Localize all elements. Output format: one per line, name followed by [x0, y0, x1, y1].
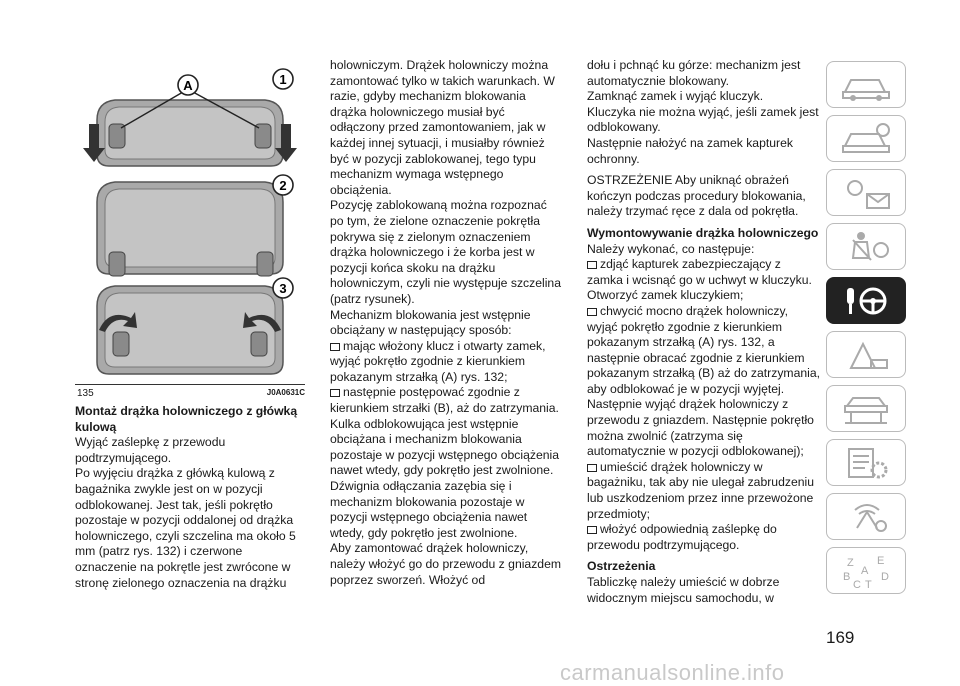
tab-maintenance[interactable]	[826, 385, 906, 432]
tab-technical-data[interactable]	[826, 439, 906, 486]
list-item	[587, 460, 820, 522]
index-letter: D	[881, 570, 889, 583]
warning-triangle-car-icon	[837, 336, 895, 374]
paragraph: Dźwignia odłączania zazębia się i mechanizm blokowania pozostaje w pozycji wstępnego obciążenia nawet wtedy, gdy pokrętło jest zwolnione.	[330, 479, 528, 540]
column-3	[587, 58, 820, 606]
marker-2-label: 2	[279, 178, 287, 193]
index-letter: Z	[847, 556, 854, 569]
towbar-lock-figure	[75, 62, 305, 382]
figure-panel-2	[97, 175, 293, 276]
paragraph: Po wyjęciu drążka z główką kulową z bagażnika zwykle jest on w pozycji odblokowanej. Jest tak, jeśli pokrętło pozostaje w pozycji oddalonej od drążka holowniczego, czyli szczelina ma około 5 mm (patrz rys. 132) i czerwone oznaczenie na pokrętle jest zwrócone w stronę zielonego oznaczenia na drążku	[75, 466, 296, 590]
seatbelt-airbag-icon	[837, 228, 895, 266]
tab-safety[interactable]	[826, 223, 906, 270]
tab-starting-driving[interactable]	[826, 277, 906, 324]
bullet-box-icon	[587, 464, 597, 472]
car-info-icon	[837, 120, 895, 158]
section-heading-warnings: Ostrzeżenia	[587, 559, 656, 574]
chapter-tabs	[826, 61, 906, 601]
bullet-box-icon	[330, 343, 340, 351]
list-item	[587, 257, 820, 304]
paragraph: Wyjąć zaślepkę z przewodu podtrzymującego.	[75, 435, 226, 465]
tab-multimedia[interactable]	[826, 493, 906, 540]
list-item-text: następnie postępować zgodnie z kierunkiem strzałki (B), aż do zatrzymania.	[330, 385, 559, 416]
list-item	[587, 522, 820, 553]
warning-light-envelope-icon	[837, 174, 895, 212]
tab-vehicle-info[interactable]	[826, 115, 906, 162]
tab-lights-messages[interactable]	[826, 169, 906, 216]
tab-emergency[interactable]	[826, 331, 906, 378]
marker-3-label: 3	[279, 281, 287, 296]
index-letter: E	[877, 554, 885, 567]
watermark: carmanualsonline.info	[560, 660, 785, 685]
paragraph: Kulka odblokowująca jest wstępnie obciążana i mechanizm blokowania pozostaje w pozycji wstępnego obciążenia nawet wtedy, gdy pokrętło jest zwolnione.	[330, 416, 559, 478]
column-2	[330, 58, 562, 588]
column-1	[75, 404, 305, 591]
list-item-text: zdjąć kapturek zabezpieczający z zamka i wcisnąć go w uchwyt w kluczyku. Otworzyć zamek kluczykiem;	[587, 257, 812, 303]
index-letter: B	[843, 570, 851, 583]
index-letter: A	[861, 564, 869, 577]
list-item-text: mając włożony klucz i otwarty zamek, wyjąć pokrętło zgodnie z kierunkiem pokazanym strzałką (A) rys. 132;	[330, 338, 546, 384]
spec-sheet-gear-icon	[837, 444, 895, 482]
paragraph: Mechanizm blokowania jest wstępnie obciążany w następujący sposób:	[330, 307, 531, 338]
figure-number: 135	[77, 388, 94, 399]
paragraph: Następnie nałożyć na zamek kapturek ochronny.	[587, 135, 793, 166]
paragraph: Aby zamontować drążek holowniczy, należy włożyć go do przewodu z gniazdem poprzez sworzeń. Włożyć od	[330, 541, 562, 587]
paragraph: Tabliczkę należy umieścić w dobrze widocznym miejscu samochodu, w	[587, 575, 780, 605]
list-item-text: włożyć odpowiednią zaślepkę do przewodu podtrzymującego.	[587, 522, 777, 552]
tab-index[interactable]	[826, 547, 906, 594]
paragraph: Zamknąć zamek i wyjąć kluczyk.	[587, 89, 764, 104]
alphabet-index-icon	[837, 552, 895, 590]
list-item	[330, 385, 562, 416]
bullet-box-icon	[330, 389, 340, 397]
list-item-text: chwycić mocno drążek holowniczy, wyjąć pokrętło zgodnie z kierunkiem pokazanym strzałką (A) rys. 132, a następnie obracać zgodnie z kierunkiem pokazanym strzałką (B) aż do zatrzymania, aby odblokować je w pozycji wyjętej. Następnie wyjąć drążek holowniczy z przewodu z gniazdem. Następnie pokrętło można zwolnić (zatrzyma się automatycznie w pozycji odblokowanej);	[587, 303, 821, 459]
paragraph: Kluczyka nie można wyjąć, jeśli zamek jest odblokowany.	[587, 104, 819, 135]
tab-car-overview[interactable]	[826, 61, 906, 108]
list-item	[587, 304, 820, 460]
bullet-box-icon	[587, 261, 597, 269]
list-item-text: umieścić drążek holowniczy w bagażniku, tak aby nie ulegał zabrudzeniu lub uszkodzeniom przez inne przewożone przedmioty;	[587, 459, 814, 521]
key-steering-wheel-icon	[837, 282, 895, 320]
section-heading-removal: Wymontowywanie drążka holowniczego	[587, 225, 819, 240]
bullet-box-icon	[587, 308, 597, 316]
index-letter: T	[865, 578, 872, 590]
page-number: 169	[826, 628, 855, 647]
figure-panel-3	[97, 278, 293, 374]
multimedia-signal-icon	[837, 498, 895, 536]
marker-1-label: 1	[279, 72, 287, 87]
figure-code: J0A0631C	[266, 388, 305, 397]
figure-panel-1	[83, 69, 297, 166]
paragraph: Pozycję zablokowaną można rozpoznać po tym, że zielone oznaczenie pokrętła pokrywa się z zielonym oznaczeniem drążka holowniczego i że korba jest w pozycji końca skoku na drążku holowniczym, czyli nie występuje szczelina (patrz rysunek).	[330, 198, 561, 306]
index-letter: C	[853, 578, 861, 590]
section-heading-mounting: Montaż drążka holowniczego z główką kulową	[75, 404, 298, 434]
paragraph: dołu i pchnąć ku górze: mechanizm jest automatycznie blokowany.	[587, 58, 801, 88]
paragraph: Należy wykonać, co następuje:	[587, 241, 755, 256]
car-dashboard-icon	[837, 66, 895, 104]
bullet-box-icon	[587, 526, 597, 534]
paragraph: holowniczym. Drążek holowniczy można zamontować tylko w takich warunkach. W razie, gdyby mechanizm blokowania drążka holowniczego musiał być odłączony przed zamontowaniem, jak w każdej innej sytuacji, i musiałby również być w pozycji zablokowanej, tego typu mechanizm wymaga wstępnego obciążenia.	[330, 58, 555, 197]
marker-a-label: A	[183, 78, 193, 93]
figure-caption	[75, 384, 305, 399]
car-lift-icon	[837, 390, 895, 428]
warning-note: OSTRZEŻENIE Aby uniknąć obrażeń kończyn podczas procedury blokowania, należy trzymać ręce z dala od pokrętła.	[587, 173, 806, 219]
list-item	[330, 339, 562, 386]
